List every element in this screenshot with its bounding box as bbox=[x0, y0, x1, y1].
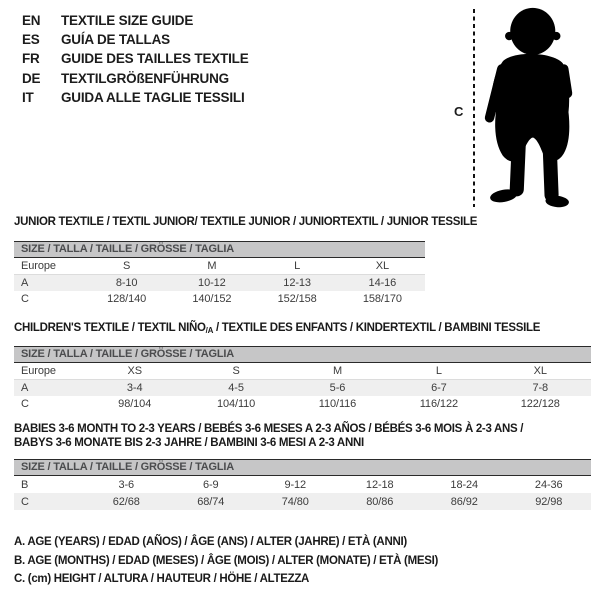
size-cell: S bbox=[185, 363, 286, 380]
size-header-bar: SIZE / TALLA / TAILLE / GRÖSSE / TAGLIA bbox=[14, 346, 591, 363]
table-row bbox=[14, 380, 591, 397]
language-code: FR bbox=[22, 51, 40, 67]
size-cell: M bbox=[287, 363, 388, 380]
guide-title: TEXTILE SIZE GUIDE bbox=[61, 13, 194, 28]
babies-table-title-line1: BABIES 3-6 MONTH TO 2-3 YEARS / BEBÉS 3-6 MESES A 2-3 AÑOS / BÉBÉS 3-6 MOIS À 2-3 ANS / bbox=[14, 423, 524, 435]
size-cell: L bbox=[388, 363, 489, 380]
value-cell: 8-10 bbox=[115, 277, 138, 289]
value-cell: 116/122 bbox=[419, 398, 458, 410]
children-textile-section bbox=[14, 321, 592, 412]
value-cell: 3-4 bbox=[126, 382, 143, 394]
value-cell: 5-6 bbox=[329, 382, 346, 394]
value-cell: 158/170 bbox=[362, 293, 402, 305]
row-label: C bbox=[21, 398, 29, 410]
size-cell: L bbox=[255, 258, 340, 275]
height-measure-dashed-line bbox=[473, 9, 475, 207]
language-code: DE bbox=[22, 70, 41, 86]
value-cell: 152/158 bbox=[277, 293, 317, 305]
value-cell: 6-9 bbox=[202, 478, 219, 491]
size-cell: XS bbox=[84, 363, 185, 380]
size-cell: S bbox=[84, 258, 169, 275]
language-code: EN bbox=[22, 13, 41, 28]
value-cell: 12-13 bbox=[283, 277, 311, 289]
value-cell: 122/128 bbox=[520, 398, 560, 410]
guide-title: TEXTILGRÖßENFÜHRUNG bbox=[61, 70, 229, 86]
value-cell: 18-24 bbox=[450, 478, 479, 491]
value-cell: 14-16 bbox=[368, 277, 397, 289]
size-header-bar: SIZE / TALLA / TAILLE / GRÖSSE / TAGLIA bbox=[14, 459, 591, 476]
value-cell: 80/86 bbox=[366, 495, 394, 508]
babies-size-table bbox=[14, 476, 591, 510]
value-cell: 24-36 bbox=[534, 478, 563, 491]
size-cell: XL bbox=[490, 363, 591, 380]
table-row bbox=[14, 476, 591, 493]
toddler-silhouette-icon bbox=[482, 5, 576, 210]
footnote-c: C. (cm) HEIGHT / ALTURA / HAUTEUR / HÖHE / ALTEZZA bbox=[14, 573, 310, 585]
row-label: Europe bbox=[14, 258, 84, 275]
measure-label-c: C bbox=[454, 104, 464, 119]
table-row bbox=[14, 258, 425, 275]
value-cell: 140/152 bbox=[192, 293, 232, 305]
table-row bbox=[14, 275, 425, 292]
table-row bbox=[14, 363, 591, 380]
children-table-title bbox=[14, 321, 592, 336]
footnote-legend bbox=[14, 533, 438, 589]
value-cell: 4-5 bbox=[228, 382, 244, 394]
size-header-bar: SIZE / TALLA / TAILLE / GRÖSSE / TAGLIA bbox=[14, 241, 425, 258]
row-label: A bbox=[21, 277, 29, 289]
junior-table-title: JUNIOR TEXTILE / TEXTIL JUNIOR/ TEXTILE JUNIOR / JUNIORTEXTIL / JUNIOR TESSILE bbox=[14, 216, 478, 228]
value-cell: 12-18 bbox=[365, 478, 394, 491]
list-item bbox=[22, 49, 249, 68]
value-cell: 10-12 bbox=[198, 277, 226, 289]
value-cell: 74/80 bbox=[281, 495, 309, 508]
guide-title: GUIDA ALLE TAGLIE TESSILI bbox=[61, 89, 245, 105]
title-text: CHILDREN'S TEXTILE / TEXTIL NIÑO bbox=[14, 322, 206, 334]
language-code: IT bbox=[22, 89, 34, 105]
value-cell: 62/68 bbox=[112, 495, 140, 508]
row-label: C bbox=[21, 495, 29, 508]
guide-title: GUIDE DES TAILLES TEXTILE bbox=[61, 51, 249, 67]
row-label: A bbox=[21, 382, 29, 394]
footnote-a: A. AGE (YEARS) / EDAD (AÑOS) / ÂGE (ANS) / ALTER (JAHRE) / ETÀ (ANNI) bbox=[14, 536, 407, 548]
junior-textile-section bbox=[14, 215, 592, 307]
list-item bbox=[22, 88, 249, 107]
title-subscript: /A bbox=[205, 326, 214, 335]
title-text: / TEXTILE DES ENFANTS / KINDERTEXTIL / BAMBINI TESSILE bbox=[213, 322, 541, 334]
language-code: ES bbox=[22, 32, 40, 48]
value-cell: 98/104 bbox=[118, 398, 152, 410]
list-item bbox=[22, 30, 249, 49]
row-label: B bbox=[21, 478, 29, 491]
guide-title: GUÍA DE TALLAS bbox=[61, 32, 170, 48]
list-item bbox=[22, 11, 249, 30]
value-cell: 68/74 bbox=[197, 495, 225, 508]
value-cell: 110/116 bbox=[318, 398, 357, 410]
value-cell: 104/110 bbox=[216, 398, 256, 410]
row-label: Europe bbox=[14, 363, 84, 380]
value-cell: 86/92 bbox=[450, 495, 478, 508]
height-measure-figure bbox=[448, 5, 593, 215]
table-row bbox=[14, 291, 425, 307]
value-cell: 6-7 bbox=[431, 382, 447, 394]
list-item bbox=[22, 69, 249, 88]
size-cell: XL bbox=[340, 258, 425, 275]
language-title-list bbox=[22, 11, 249, 107]
value-cell: 128/140 bbox=[107, 293, 147, 305]
junior-size-table bbox=[14, 258, 425, 307]
size-cell: M bbox=[169, 258, 254, 275]
table-row bbox=[14, 493, 591, 510]
babies-textile-section bbox=[14, 422, 592, 510]
value-cell: 9-12 bbox=[284, 478, 307, 491]
footnote-b: B. AGE (MONTHS) / EDAD (MESES) / ÂGE (MOIS) / ALTER (MONATE) / ETÀ (MESI) bbox=[14, 554, 439, 567]
value-cell: 92/98 bbox=[535, 495, 563, 508]
value-cell: 7-8 bbox=[532, 382, 549, 394]
table-row bbox=[14, 396, 591, 412]
row-label: C bbox=[21, 293, 29, 305]
babies-table-title-line2: BABYS 3-6 MONATE BIS 2-3 JAHRE / BAMBINI 3-6 MESI A 2-3 ANNI bbox=[14, 437, 364, 449]
value-cell: 3-6 bbox=[118, 478, 135, 491]
children-size-table bbox=[14, 363, 591, 412]
